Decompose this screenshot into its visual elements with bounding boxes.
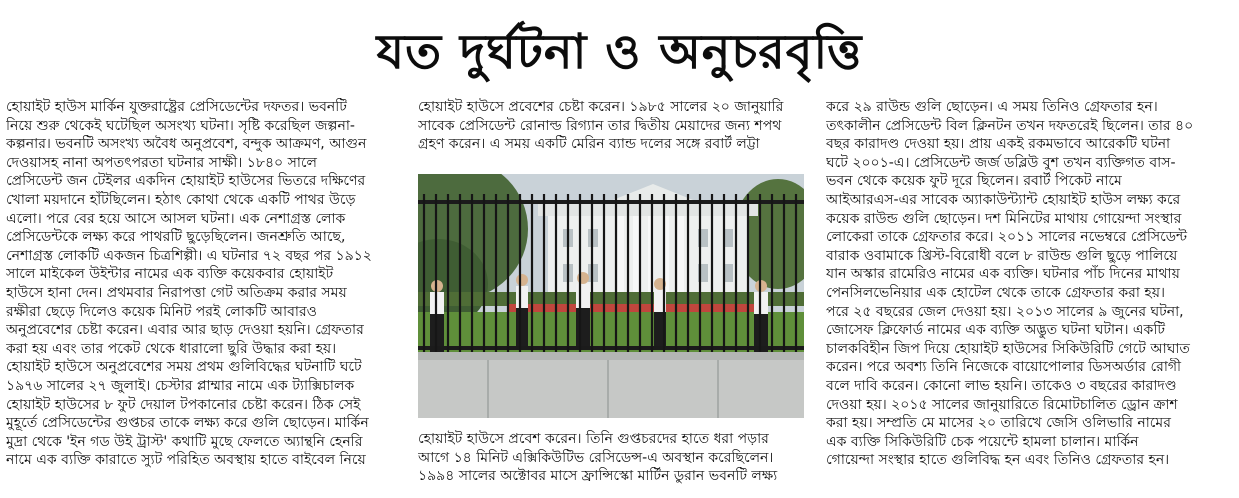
article-line: সালে মাইকেল উইন্টার নামের এক ব্যক্তি কয়েকবার হোয়াইট	[6, 266, 334, 283]
article-line: নামে এক ব্যক্তি কারাতে স্যুট পরিহিত অবস্থায় হাতে বাইবেল নিয়ে	[6, 452, 366, 469]
article-line: করা হয় এবং তার পকেট থেকে ধারালো ছুরি উদ্ধার করা হয়।	[6, 340, 337, 357]
article-line: দেওয়া হয়। ২০১৫ সালের জানুয়ারিতে রিমোটচালিত ড্রোন ক্রাশ	[826, 396, 1178, 413]
article-line: আগে ১৪ মিনিট এক্সিকিউটিভ রেসিডেন্স-এ অবস্থান করেছিলেন।	[418, 449, 774, 466]
article-line: নিয়ে শুরু থেকেই ঘটেছিল অসংখ্য ঘটনা। সৃষ্টি করেছিল জল্পনা-	[6, 117, 355, 134]
article-line: কল্পনার। ভবনটি অসংখ্য অবৈধ অনুপ্রবেশ, বন্দুক আক্রমণ, আগুন	[6, 136, 367, 153]
headline: যত দুর্ঘটনা ও অনুচরবৃত্তি	[376, 24, 863, 80]
article-column-2-bottom	[418, 430, 813, 486]
article-line: হোয়াইট হাউসে প্রবেশ করেন। তিনি গুপ্তচরদের হাতে ধরা পড়ার	[418, 431, 769, 447]
article-line: পরে ২৫ বছরের জেল দেওয়া হয়। ২০১৩ সালের ৯ জুনের ঘটনা,	[826, 303, 1184, 320]
article-line: এলো। পরে বের হয়ে আসে আসল ঘটনা। এক নেশাগ্রস্ত লোক	[6, 210, 346, 227]
article-line: আইআরএস-এর সাবেক অ্যাকাউন্ট্যান্ট হোয়াইট হাউস লক্ষ্য করে	[826, 191, 1181, 208]
article-line: বলে দাবি করেন। কোনো লাভ হয়নি। তাকেও ৩ বছরের কারাদণ্ড	[826, 377, 1177, 394]
article-line: তৎকালীন প্রেসিডেন্ট বিল ক্লিনটন তখন দফতরেই ছিলেন। তার ৪০	[826, 117, 1194, 134]
article-line: করেন। পরে অবশ্য তিনি নিজেকে বায়োপোলার ডিসঅর্ডার রোগী	[826, 359, 1182, 376]
article-line: মুদ্রা থেকে 'ইন গড উই ট্রাস্ট' কথাটি মুছে ফেলতে অ্যান্থনি হেনরি	[6, 433, 363, 450]
article-line: করা হয়। সম্প্রতি মে মাসের ২০ তারিখে জেসি ওলিভারি নামের	[826, 415, 1171, 432]
article-line: অনুপ্রবেশের চেষ্টা করেন। এবার আর ছাড় দেওয়া হয়নি। গ্রেফতার	[6, 322, 364, 339]
article-line: রক্ষীরা ছেড়ে দিলেও কয়েক মিনিট পরই লোকটি আবারও	[6, 303, 317, 320]
article-line: খোলা ময়দানে হাঁটছিলেন। হঠাৎ কোথা থেকে একটি পাথর উড়ে	[6, 191, 356, 208]
article-line: বছর কারাদণ্ড দেওয়া হয়। প্রায় একই রকমভাবে আরেকটি ঘটনা	[826, 136, 1171, 153]
article-line: গ্রহণ করেন। এ সময় একটি মেরিন ব্যান্ড দলের সঙ্গে রবার্ট লট্টা	[418, 136, 760, 153]
article-line: করে ২৯ রাউন্ড গুলি ছোড়েন। এ সময় তিনিও গ্রেফতার হন।	[826, 99, 1158, 115]
article-line: হোয়াইট হাউস মার্কিন যুক্তরাষ্ট্রের প্রেসিডেন্টের দফতর। ভবনটি	[6, 99, 347, 115]
article-line: হোয়াইট হাউসের ৮ ফুট দেয়াল টপকানোর চেষ্টা করেন। ঠিক সেই	[6, 396, 361, 413]
article-line: কয়েক রাউন্ড গুলি ছোড়েন। দশ মিনিটের মাথায় গোয়েন্দা সংস্থার	[826, 210, 1182, 227]
article-line: এক ব্যক্তি সিকিউরিটি চেক পয়েন্টে হামলা চালান। মার্কিন	[826, 433, 1139, 450]
article-line: হোয়াইট হাউসে অনুপ্রবেশের সময় প্রথম গুলিবিদ্ধের ঘটনাটি ঘটে	[6, 359, 362, 376]
article-line: ১৯৭৬ সালের ২৭ জুলাই। চেস্টার প্লাম্মার নামে এক ট্যাক্সিচালক	[6, 377, 355, 394]
article-line: বারাক ওবামাকে খ্রিস্ট-বিরোধী বলে ৮ রাউন্ড গুলি ছুড়ে পালিয়ে	[826, 247, 1178, 264]
article-column-1	[6, 98, 401, 470]
article-line: নেশাগ্রস্ত লোকটি একজন চিত্রশিল্পী। এ ঘটনার ৭২ বছর পর ১৯১২	[6, 247, 372, 264]
article-line: চালকবিহীন জিপ দিয়ে হোয়াইট হাউসের সিকিউরিটি গেটে আঘাত	[826, 340, 1190, 357]
article-line: দেওয়াসহ নানা অপতৎপরতা ঘটনার সাক্ষী। ১৮৪০ সালে	[6, 154, 317, 171]
article-line: হাউসে হানা দেন। প্রথমবার নিরাপত্তা গেট অতিক্রম করার সময়	[6, 284, 347, 301]
article-line: পেনসিলভেনিয়ার এক হোটেল থেকে তাকে গ্রেফতার করা হয়।	[826, 284, 1166, 301]
article-line: জোসেফ ক্লিফোর্ড নামের এক ব্যক্তি অদ্ভুত ঘটনা ঘটান। একটি	[826, 322, 1165, 339]
article-line: হোয়াইট হাউসে প্রবেশের চেষ্টা করেন। ১৯৮৫ সালের ২০ জানুয়ারি	[418, 99, 784, 115]
article-line: প্রেসিডেন্ট জন টেইলর একদিন হোয়াইট হাউসের ভিতরে দক্ষিণের	[6, 173, 366, 190]
article-column-2-top	[418, 98, 813, 154]
article-line: যান অস্কার রামেরিও নামের এক ব্যক্তি। ঘটনার পাঁচ দিনের মাথায়	[826, 266, 1180, 283]
article-column-3	[826, 98, 1231, 470]
article-line: মুহূর্তে প্রেসিডেন্টের গুপ্তচর তাকে লক্ষ্য করে গুলি ছোড়েন। মার্কিন	[6, 415, 369, 432]
article-line: প্রেসিডেন্টকে লক্ষ্য করে পাথরটি ছুড়েছিলেন। জনশ্রুতি আছে,	[6, 229, 346, 246]
article-line: লোকেরা তাকে গ্রেফতার করে। ২০১১ সালের নভেম্বরে প্রেসিডেন্ট	[826, 229, 1188, 246]
article-line: ভবন থেকে কয়েক ফুট দূরে ছিলেন। রবার্ট পিকেট নামে	[826, 173, 1122, 190]
article-line: ঘটে ২০০১-এ। প্রেসিডেন্ট জর্জ ডব্লিউ বুশ তখন ব্যক্তিগত বাস-	[826, 154, 1176, 171]
article-line: ১৯৯৪ সালের অক্টোবর মাসে ফ্রান্সিস্কো মার্টিন ডুরান ভবনটি লক্ষ্য	[418, 468, 778, 485]
article-line: সাবেক প্রেসিডেন্ট রোনাল্ড রিগ্যান তার দ্বিতীয় মেয়াদের জন্য শপথ	[418, 117, 782, 134]
article-line: গোয়েন্দা সংস্থার হাতে গুলিবিদ্ধ হন এবং তিনিও গ্রেফতার হন।	[826, 452, 1170, 469]
white-house-photo	[418, 174, 804, 418]
